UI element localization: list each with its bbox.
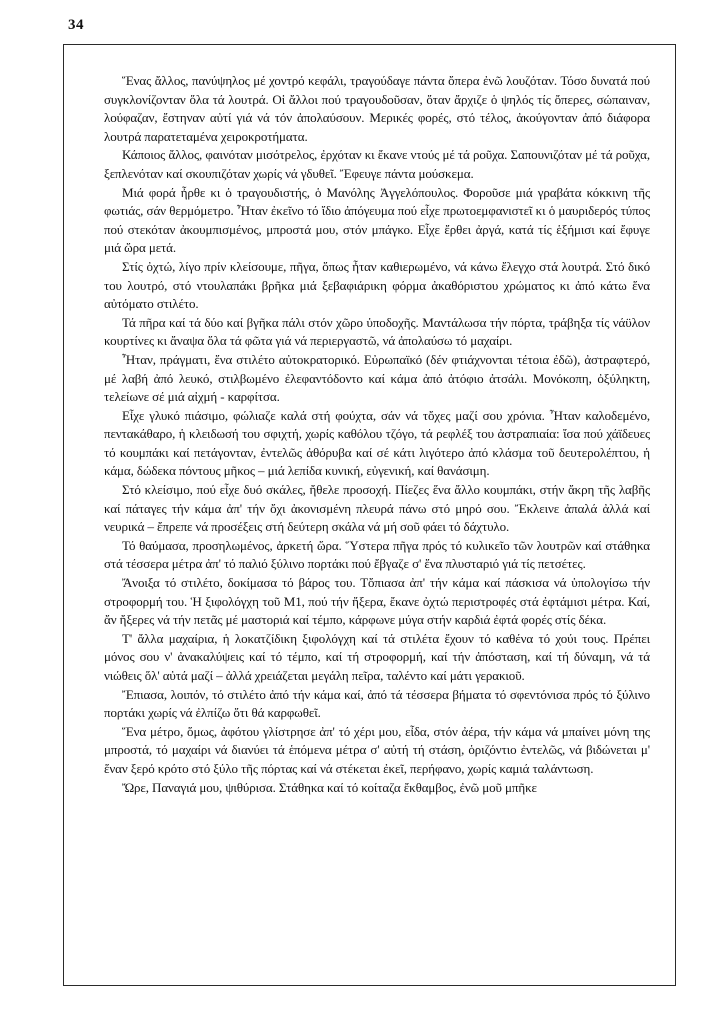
paragraph: Ὤρε, Παναγιά μου, ψιθύρισα. Στάθηκα καί τό κοίταζα ἔκθαμβος, ἐνῶ μοῦ μπῆκε [122,779,537,795]
body-text [104,72,650,797]
paragraph: Ἦταν, πράγματι, ἕνα στιλέτο αὐτοκρατορικό. Εὐρωπαϊκό (δέν φτιάχνονται τέτοια ἐδῶ), ἀστραφτερό, μέ λαβή ἀπό λευκό, στιλβωμένο ἐλεφαντόδοντο καί κάμα ἀπό ἀτόφιο ἀτσάλι. Μονόκοπη, ὀξύληκτη, τελείωνε σέ μιά αἰχμή - καρφίτσα. [104,351,650,405]
paragraph: Ἄνοιξα τό στιλέτο, δοκίμασα τό βάρος του. Τὄπιασα ἀπ' τήν κάμα καί πάσκισα νά ὑπολογίσω τήν στροφορμή του. Ἡ ξιφολόγχη τοῦ Μ1, πού τήν ἤξερα, ἔκανε ὀχτώ περιστροφές στά ἐφτάμισι μέτρα. Καί, ἄν ἤξερες νά τήν πετᾶς μέ μαστοριά καί τέμπο, κάρφωνε μύγα στήν καρδιά ἐφτά φορές στίς δέκα. [104,575,650,628]
paragraph: Κάποιος ἄλλος, φαινόταν μισότρελος, ἐρχόταν κι ἔκανε ντούς μέ τά ροῦχα. Σαπουνιζόταν μέ τά ροῦχα, ξεπλενόταν καί σκουπιζόταν χωρίς νά γδυθεῖ. Ἔφευγε πάντα μούσκεμα. [104,147,650,181]
paragraph: Ἕνας ἄλλος, πανύψηλος μέ χοντρό κεφάλι, τραγούδαγε πάντα ὄπερα ἐνῶ λουζόταν. Τόσο δυνατά πού συγκλονίζονταν ὅλα τά λουτρά. Οἱ ἄλλοι πού τραγουδοῦσαν, ὅταν ἄρχιζε ὁ ψηλός τίς ὄπερες, σώπαιναν, λούφαζαν, ἔστηναν αὐτί γιά νά τόν ἀπολαύσουν. Μερικές φορές, στό τέλος, ἀκούγονταν ἀπό διάφορα λουτρά παρατεταμένα χειροκροτήματα. [104,73,650,144]
paragraph: Τά πῆρα καί τά δύο καί βγῆκα πάλι στόν χῶρο ὑποδοχῆς. Μαντάλωσα τήν πόρτα, τράβηξα τίς νάϋλον κουρτίνες κι ἄναψα ὅλα τά φῶτα γιά νά περιεργαστῶ, νά ἀπολαύσω τό μαχαίρι. [104,314,650,349]
paragraph: Στίς ὀχτώ, λίγο πρίν κλείσουμε, πῆγα, ὅπως ἦταν καθιερωμένο, νά κάνω ἔλεγχο στά λουτρά. Στό δικό του λουτρό, στό ντουλαπάκι βρῆκα μιά ξεβαφιάρικη φόρμα ἀκαθόριστου χρώματος κι ἀπό κάτω ἕνα αὐτόματο στιλέτο. [104,258,650,312]
paragraph: Ἕνα μέτρο, ὅμως, ἀφότου γλίστρησε ἀπ' τό χέρι μου, εἶδα, στόν ἀέρα, τήν κάμα νά μπαίνει μόνη της μπροστά, τό μαχαίρι νά διανύει τά ἑπόμενα μέτρα σ' αὐτή τή στάση, ὁριζόντιο ἐντελῶς, νά βιδώνεται μ' ἕναν ξερό κρότο στό ξύλο τῆς πόρτας καί νά στέκεται ἐκεῖ, περήφανο, χωρίς καμιά ταλάντωση. [104,723,650,776]
page-number: 34 [68,17,84,33]
paragraph: Στό κλείσιμο, πού εἶχε δυό σκάλες, ἤθελε προσοχή. Πίεζες ἕνα ἄλλο κουμπάκι, στήν ἄκρη τῆς λαβῆς καί πάταγες τήν κάμα ἀπ' τήν ὄχι ἀκονισμένη πλευρά πάνω στό μηρό σου. Ἔκλεινε ἀπαλά ἀλλά καί νευρικά – ἔπρεπε νά προσέξεις στή δεύτερη σκάλα νά μή σοῦ φάει τό δάχτυλο. [104,482,650,535]
paragraph: Εἶχε γλυκό πιάσιμο, φώλιαζε καλά στή φούχτα, σάν νά τὄχες μαζί σου χρόνια. Ἦταν καλοδεμένο, πεντακάθαρο, ἡ κλειδωσή του σφιχτή, χωρίς καθόλου τζόγο, τά ρεφλέξ του ἀστραπιαία: ἴσα πού χάϊδευες τό κουμπάκι καί πετάγονταν, ἐντελῶς ἀθόρυβα καί σέ κάτι λιγότερο ἀπό κλάσμα τοῦ δευτερολέπτου, ἡ κάμα, δώδεκα πόντους μῆκος – μιά λεπίδα κυνική, εὐγενική, καί θανάσιμη. [104,407,650,479]
paragraph: Τό θαύμασα, προσηλωμένος, ἀρκετή ὥρα. Ὕστερα πῆγα πρός τό κυλικεῖο τῶν λουτρῶν καί στάθηκα στά τέσσερα μέτρα ἀπ' τό παλιό ξύλινο πορτάκι πού ἔβγαζε σ' ἕνα πλυσταριό γιά τίς πετσέτες. [104,537,650,572]
paragraph: Τ' ἄλλα μαχαίρια, ἡ λοκατζίδικη ξιφολόγχη καί τά στιλέτα ἔχουν τό καθένα τό χούι τους. Πρέπει μόνος σου ν' ἀνακαλύψεις καί τό τέμπο, καί τή στροφορμή, καί τήν ἀπόσταση, καί τή δύναμη, νά τά νιώθεις ὅλ' αὐτά μαζί – ἀλλά χρειάζεται μεγάλη πεῖρα, ταλέντο καί μάτι γερακιοῦ. [104,630,650,683]
paragraph: Μιά φορά ἦρθε κι ὁ τραγουδιστής, ὁ Μανόλης Ἀγγελόπουλος. Φοροῦσε μιά γραβάτα κόκκινη τῆς φωτιάς, σάν θερμόμετρο. Ἦταν ἐκεῖνο τό ἴδιο ἀπόγευμα πού εἶχε πρωτοεμφανιστεῖ κι ὁ μαυριδερός τύπος πού στεκόταν ἀκουμπισμένος, μπροστά μου, στόν μπάγκο. Εἶχε ἔρθει ἀργά, κατά τίς ἑξήμισι καί ἔφυγε μιά ὥρα μετά. [104,184,650,256]
paragraph: Ἔπιασα, λοιπόν, τό στιλέτο ἀπό τήν κάμα καί, ἀπό τά τέσσερα βήματα τό σφεντόνισα πρός τό ξύλινο πορτάκι χωρίς νά ἐλπίζω ὅτι θά καρφωθεῖ. [104,686,650,721]
